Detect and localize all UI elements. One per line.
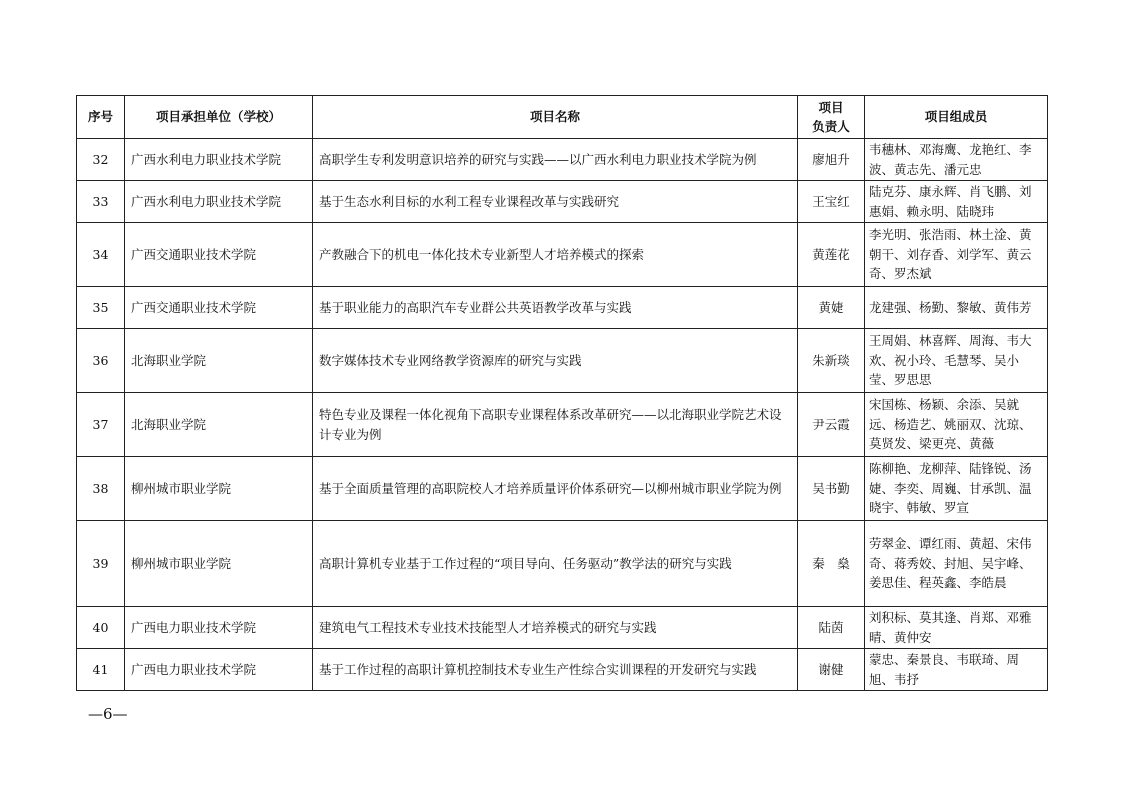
row-name-cell: 高职学生专利发明意识培养的研究与实践——以广西水利电力职业技术学院为例 bbox=[313, 139, 798, 181]
row-members-cell: 陆克芬、康永辉、肖飞鹏、刘惠娟、赖永明、陆晓玮 bbox=[865, 181, 1048, 223]
row-num-cell: 37 bbox=[77, 393, 125, 457]
row-unit-cell: 广西交通职业技术学院 bbox=[125, 287, 313, 329]
row-unit-cell: 柳州城市职业学院 bbox=[125, 521, 313, 607]
row-leader-cell: 廖旭升 bbox=[798, 139, 865, 181]
table-header-row bbox=[77, 96, 1048, 139]
row-unit-cell: 广西交通职业技术学院 bbox=[125, 223, 313, 287]
row-name-cell: 基于职业能力的高职汽车专业群公共英语教学改革与实践 bbox=[313, 287, 798, 329]
row-members-cell: 王周娟、林喜辉、周海、韦大欢、祝小玲、毛慧琴、吴小莹、罗思思 bbox=[865, 329, 1048, 393]
table-row bbox=[77, 457, 1048, 521]
row-unit-cell: 广西水利电力职业技术学院 bbox=[125, 181, 313, 223]
row-leader-cell: 朱新琰 bbox=[798, 329, 865, 393]
table-row bbox=[77, 181, 1048, 223]
row-num-cell: 41 bbox=[77, 649, 125, 691]
header-num: 序号 bbox=[77, 96, 125, 139]
header-leader-line2: 负责人 bbox=[812, 119, 850, 134]
table-row bbox=[77, 139, 1048, 181]
header-unit: 项目承担单位（学校） bbox=[125, 96, 313, 139]
row-members-cell: 韦穗林、邓海鹰、龙艳红、李波、黄志先、潘元忠 bbox=[865, 139, 1048, 181]
row-name-cell: 数字媒体技术专业网络教学资源库的研究与实践 bbox=[313, 329, 798, 393]
row-name-cell: 基于工作过程的高职计算机控制技术专业生产性综合实训课程的开发研究与实践 bbox=[313, 649, 798, 691]
row-unit-cell: 北海职业学院 bbox=[125, 329, 313, 393]
table-row bbox=[77, 393, 1048, 457]
row-members-cell: 宋国栋、杨颖、余添、吴就远、杨造艺、姚丽双、沈琼、莫贤发、梁更亮、黄薇 bbox=[865, 393, 1048, 457]
header-name: 项目名称 bbox=[313, 96, 798, 139]
table-row bbox=[77, 223, 1048, 287]
page-number: —6— bbox=[88, 705, 128, 723]
row-members-cell: 龙建强、杨勤、黎敏、黄伟芳 bbox=[865, 287, 1048, 329]
row-num-cell: 36 bbox=[77, 329, 125, 393]
row-num-cell: 32 bbox=[77, 139, 125, 181]
table-row bbox=[77, 287, 1048, 329]
row-name-cell: 特色专业及课程一体化视角下高职专业课程体系改革研究——以北海职业学院艺术设计专业为例 bbox=[313, 393, 798, 457]
row-members-cell: 李光明、张浩雨、林土淦、黄朝干、刘存香、刘学军、黄云奇、罗杰斌 bbox=[865, 223, 1048, 287]
row-unit-cell: 广西电力职业技术学院 bbox=[125, 607, 313, 649]
header-leader bbox=[798, 96, 865, 139]
table-row bbox=[77, 521, 1048, 607]
row-num-cell: 34 bbox=[77, 223, 125, 287]
row-name-cell: 建筑电气工程技术专业技术技能型人才培养模式的研究与实践 bbox=[313, 607, 798, 649]
header-leader-line1: 项目 bbox=[818, 99, 844, 115]
row-members-cell: 刘积标、莫其逢、肖郑、邓雅晴、黄仲安 bbox=[865, 607, 1048, 649]
row-members-cell: 劳翠金、谭红雨、黄超、宋伟奇、蒋秀姣、封旭、吴宇峰、姜思佳、程英鑫、李皓晨 bbox=[865, 521, 1048, 607]
table-row bbox=[77, 329, 1048, 393]
row-leader-cell: 吴书勤 bbox=[798, 457, 865, 521]
row-unit-cell: 柳州城市职业学院 bbox=[125, 457, 313, 521]
row-leader-cell: 黄莲花 bbox=[798, 223, 865, 287]
row-name-cell: 基于全面质量管理的高职院校人才培养质量评价体系研究—以柳州城市职业学院为例 bbox=[313, 457, 798, 521]
project-table bbox=[76, 95, 1048, 691]
row-num-cell: 33 bbox=[77, 181, 125, 223]
row-leader-cell: 秦 燊 bbox=[798, 521, 865, 607]
row-leader-cell: 陆茵 bbox=[798, 607, 865, 649]
row-leader-cell: 王宝红 bbox=[798, 181, 865, 223]
row-unit-cell: 广西水利电力职业技术学院 bbox=[125, 139, 313, 181]
row-leader-cell: 尹云霞 bbox=[798, 393, 865, 457]
row-name-cell: 产教融合下的机电一体化技术专业新型人才培养模式的探索 bbox=[313, 223, 798, 287]
header-members: 项目组成员 bbox=[865, 96, 1048, 139]
row-leader-cell: 谢健 bbox=[798, 649, 865, 691]
row-name-cell: 基于生态水利目标的水利工程专业课程改革与实践研究 bbox=[313, 181, 798, 223]
table-body bbox=[77, 139, 1048, 691]
row-num-cell: 39 bbox=[77, 521, 125, 607]
row-unit-cell: 北海职业学院 bbox=[125, 393, 313, 457]
row-name-cell: 高职计算机专业基于工作过程的“项目导向、任务驱动”教学法的研究与实践 bbox=[313, 521, 798, 607]
row-members-cell: 蒙忠、秦景良、韦联琦、周旭、韦抒 bbox=[865, 649, 1048, 691]
row-members-cell: 陈柳艳、龙柳萍、陆锋锐、汤婕、李奕、周巍、甘承凯、温晓宇、韩敏、罗宣 bbox=[865, 457, 1048, 521]
row-num-cell: 35 bbox=[77, 287, 125, 329]
row-leader-cell: 黄婕 bbox=[798, 287, 865, 329]
table-row bbox=[77, 607, 1048, 649]
row-unit-cell: 广西电力职业技术学院 bbox=[125, 649, 313, 691]
row-num-cell: 38 bbox=[77, 457, 125, 521]
row-num-cell: 40 bbox=[77, 607, 125, 649]
table-row bbox=[77, 649, 1048, 691]
